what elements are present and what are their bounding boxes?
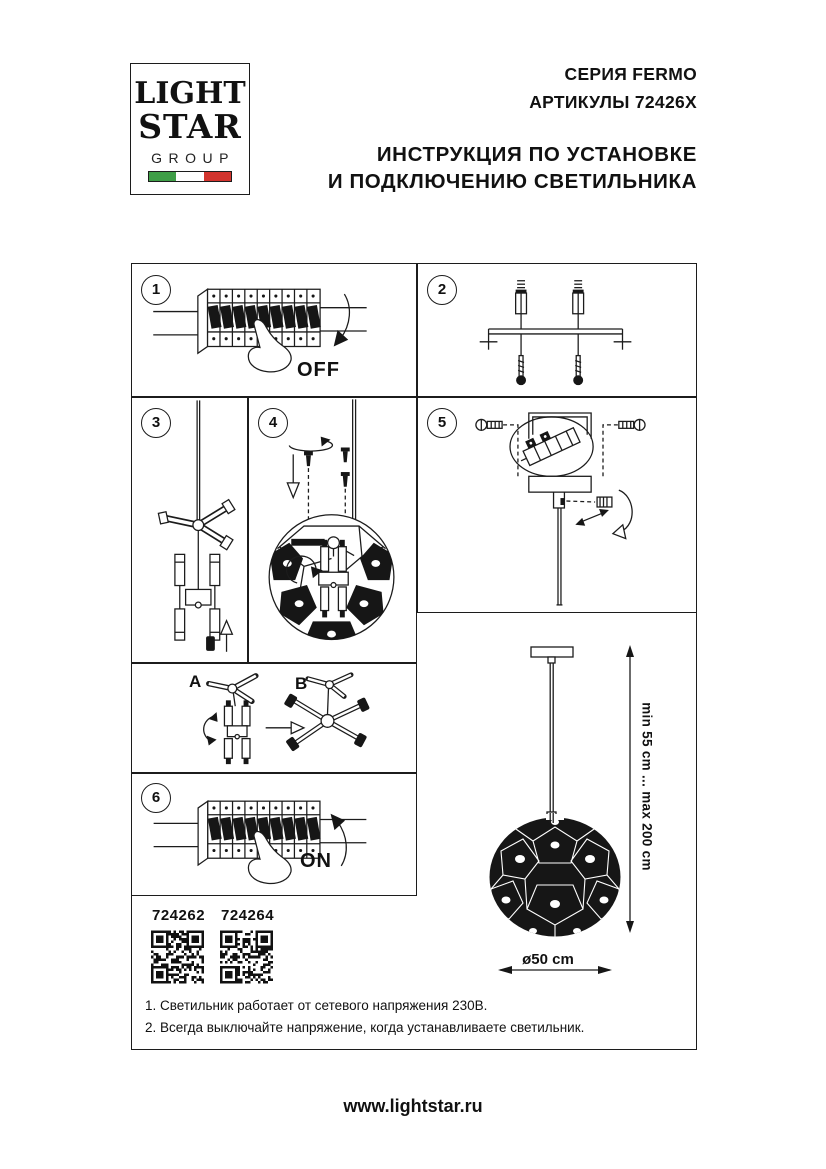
note-2: 2. Всегда выключайте напряжение, когда устанавливаете светильник. xyxy=(145,1020,585,1035)
pendant-lamp-drawing xyxy=(417,613,697,1049)
holder-unfold-drawing xyxy=(133,665,416,771)
logo-word-star: STAR xyxy=(138,107,242,146)
screw-right xyxy=(573,356,583,386)
plug-part xyxy=(206,636,215,651)
insert-arrow xyxy=(221,621,233,652)
rotate-arrow-top xyxy=(289,437,332,451)
side-screw-left xyxy=(476,419,502,430)
off-label: OFF xyxy=(297,359,340,381)
mounting-hardware-drawing xyxy=(419,265,696,395)
rotate-arrow-side xyxy=(613,490,632,538)
breaker-off-drawing xyxy=(133,265,416,395)
qr-code-left xyxy=(151,929,204,985)
breaker-on-drawing xyxy=(133,777,416,894)
flag-green xyxy=(149,172,176,181)
article-number-right: 724264 xyxy=(221,907,275,924)
note-1: 1. Светильник работает от сетевого напряжения 230В. xyxy=(145,998,488,1013)
mounting-bar xyxy=(480,329,632,350)
safety-notes xyxy=(145,995,584,1039)
flag-white xyxy=(176,172,203,181)
flag-red xyxy=(204,172,231,181)
website-url: www.lightstar.ru xyxy=(343,1096,483,1116)
diameter-label: ø50 cm xyxy=(522,951,574,968)
ball-shade-assembly-drawing xyxy=(250,399,416,661)
height-range-label: min 55 cm ... max 200 cm xyxy=(639,702,655,871)
instruction-title xyxy=(328,141,697,195)
side-screw-right xyxy=(619,419,645,430)
logo-word-group: GROUP xyxy=(151,150,235,166)
step-2-badge: 2 xyxy=(427,275,457,305)
step-3-badge: 3 xyxy=(141,408,171,438)
ball-shade xyxy=(269,515,394,651)
detail-a-drawing xyxy=(204,676,256,764)
header-series-block xyxy=(529,60,697,116)
lightstar-logo xyxy=(130,63,250,195)
step-4-badge: 4 xyxy=(258,408,288,438)
instruction-title-line2: И ПОДКЛЮЧЕНИЮ СВЕТИЛЬНИКА xyxy=(327,170,697,193)
ceiling-mount-drawing xyxy=(419,399,696,611)
spring-detail xyxy=(566,497,612,507)
ceiling-plate xyxy=(531,647,573,657)
article-number-left: 724262 xyxy=(152,907,206,924)
instruction-title-line1: ИНСТРУКЦИЯ ПО УСТАНОВКЕ xyxy=(376,143,697,166)
canopy xyxy=(529,476,591,492)
articles-title: АРТИКУЛЫ 72426X xyxy=(529,92,697,112)
screw-left xyxy=(516,356,526,386)
set-screw xyxy=(560,498,564,505)
series-title: СЕРИЯ FERMO xyxy=(564,64,697,84)
pendant-ball xyxy=(490,813,621,937)
step-6-badge: 6 xyxy=(141,783,171,813)
logo-word-light: LIGHT xyxy=(134,76,246,111)
lamp-holder-assembly xyxy=(175,554,220,640)
italian-flag-stripe xyxy=(148,171,232,182)
transition-arrow xyxy=(266,722,304,734)
anchor-left xyxy=(516,281,527,314)
rod-spider-drawing xyxy=(133,399,247,661)
on-label: ON xyxy=(300,850,332,872)
qr-code-right xyxy=(220,929,273,985)
slide-arrow xyxy=(575,509,609,526)
step-5-badge: 5 xyxy=(427,408,457,438)
detail-a-label: A xyxy=(189,672,202,691)
step-1-badge: 1 xyxy=(141,275,171,305)
junction-balloon xyxy=(510,417,593,476)
down-arrow xyxy=(287,454,299,497)
anchor-right xyxy=(573,281,584,314)
height-dimension-line xyxy=(626,645,634,933)
detail-b-label: B xyxy=(295,674,308,693)
